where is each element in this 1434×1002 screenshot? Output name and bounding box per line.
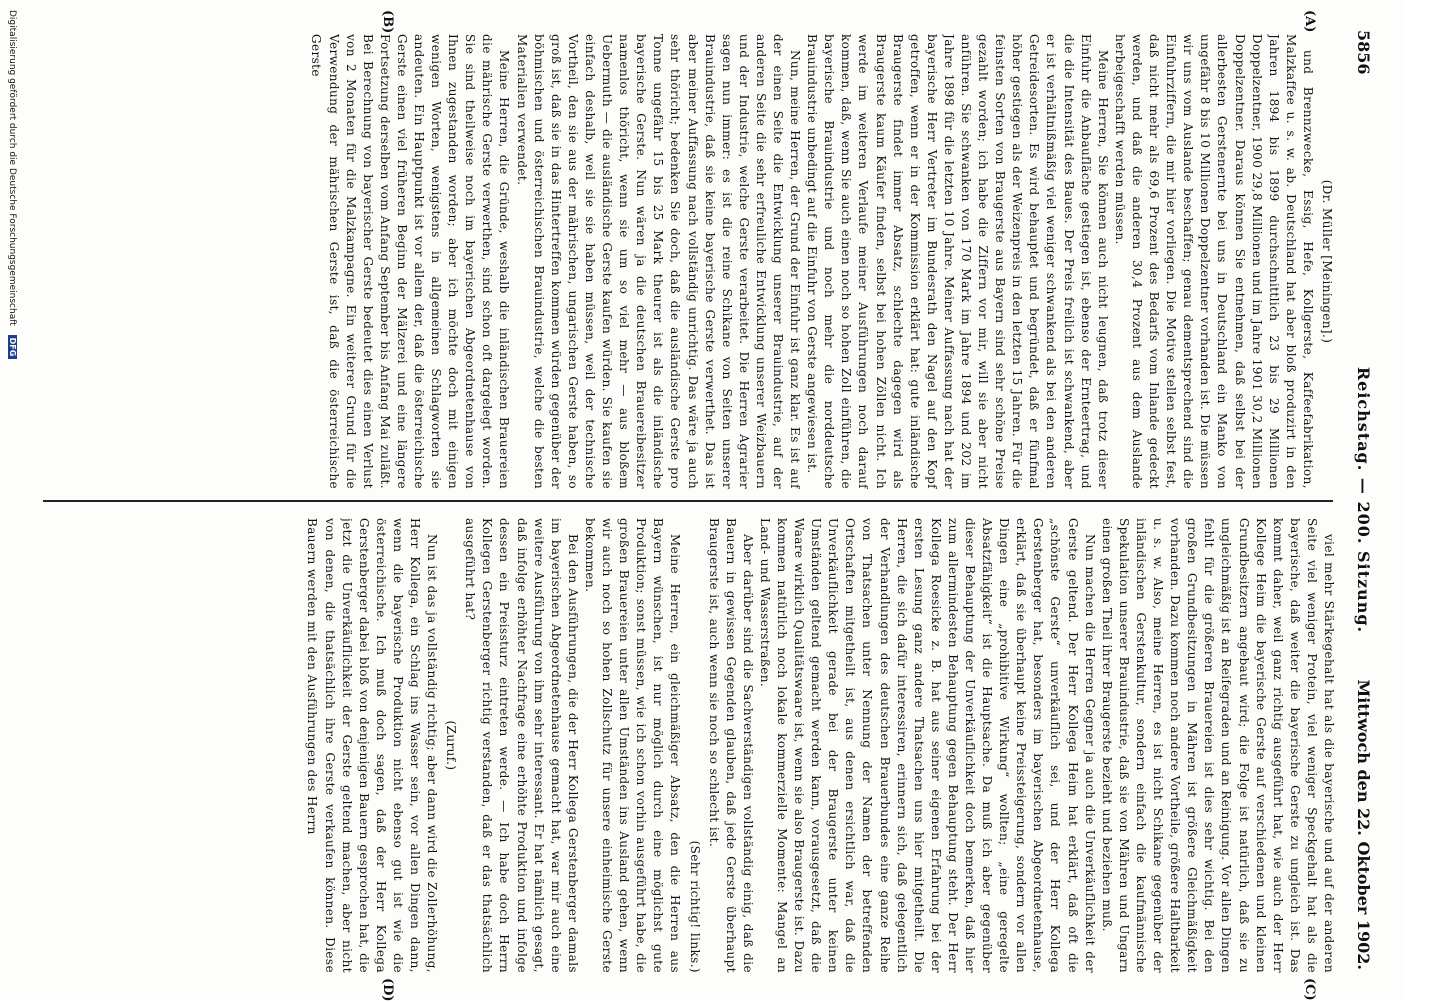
paragraph: Meine Herren, Sie können auch nicht leugnen, daß trotz dieser Einfuhr die Anbaufläche gestiegen ist, ebenso der Ernteertrag, und die die Intensität des Baues. Der Preis freilich ist schwankend, aber er ist verhältnißmäßig viel weniger schwankend als bei den anderen Getreidesorten. Es wird behauptet und begründet, daß er fünfmal höher gestiegen als der Weizenpreis in den letzten 15 Jahren. Für die feinsten Sorten von Braugerste aus Bayern sind sehr schöne Preise gezahlt worden; ich habe die Ziffern vor mir, will sie aber nicht anführen. Sie schwanken von 170 Mark im Jahre 1894 und 202 im Jahre 1898 für die letzten 10 Jahre. Meiner Auffassung nach hat der bayerische Herr Vertreter im Bundesrath den Nagel auf den Kopf getroffen, wenn er in der Kommission erklärt hat: gute inländische Braugerste findet immer Absatz, schlechte dagegen wird als Braugerste kaum Käufer finden, selbst bei hohen Zöllen nicht. Ich werde im weiteren Verlaufe meiner Ausführungen noch darauf kommen, daß, wenn Sie auch einen noch so hohen Zoll einführen, die bayerische Brauindustrie und noch mehr die norddeutsche Brauindustrie unbedingt auf die Einfuhr von Gerste angewiesen ist.	[805, 34, 1110, 489]
credit-text: Digitalisierung gefördert durch die Deutsche Forschungsgemeinschaft	[7, 10, 17, 326]
paragraph: Meine Herren, die Gründe, weshalb die inländischen Brauereien die mährische Gerste verwerthen, sind schon oft dargelegt worden. Sie sind theilweise noch im bayerischen Abgeordnetenhause von Ihnen zugestanden worden; aber ich möchte doch mit einigen wenigen Worten, wenigstens in allgemeinen Schlagworten sie andeuten. Ein Hauptpunkt ist vor allem der, daß die österreichische Gerste einen viel früheren Beginn der Mälzerei und eine längere Fortsetzung derselben vom Anfang September bis Anfang Mai zuläßt. Bei Berechnung von bayerischer Gerste bedeutet dies einen Verlust von 2 Monaten für die Malzkampagne. Ein weiterer Grund für die Verwendung der mährischen Gerste ist, daß die österreichische Gerste	[309, 34, 512, 489]
margin-marker-b: (B)	[380, 10, 395, 34]
session-date: Mittwoch den 22. Oktober 1902.	[1354, 679, 1373, 970]
left-column	[37, 34, 1337, 489]
page-title: Reichstag. — 200. Sitzung.	[1354, 366, 1373, 634]
page-header	[1345, 30, 1375, 970]
paragraph: Aber darüber sind die Sachverständigen vollständig einig, daß die Bauern in gewissen Gegenden glauben, daß jede Gerste überhaupt Braugerste ist, auch wenn sie noch so schlecht ist.	[706, 518, 755, 973]
column-divider	[43, 500, 1333, 502]
margin-marker-a: (A)	[1302, 10, 1317, 33]
margin-marker-c: (C)	[1302, 978, 1317, 1001]
dfg-logo-icon: DFG	[8, 335, 17, 360]
interjection: (Zuruf.)	[444, 720, 459, 771]
margin-marker-d: (D)	[380, 978, 395, 1002]
digitization-credit	[3, 10, 17, 990]
paragraph: Nun, meine Herren, der Grund der Einfuhr ist ganz klar. Es ist auf der einen Seite die Entwicklung unserer Brauindustrie, auf der anderen Seite die sehr erfreuliche Entwicklung unserer Weizbauern und der Industrie, welche Gerste verarbeitet. Die Herren Agrarier sagen nun immer: es ist die reine Schikane von Seiten unserer Brauindustrie, daß sie keine bayerische Gerste verwerthet. Das ist aber meiner Auffassung nach vollständig unrichtig. Das wäre ja auch sehr thöricht; bedenken Sie doch, daß die ausländische Gerste pro Tonne ungefähr 15 bis 25 Mark theurer ist als die inländische bayerische Gerste. Nun wären ja die deutschen Brauereibesitzer namenlos thöricht, wenn sie um so viel mehr — aus bloßem Uebermuth — die ausländische Gerste kaufen würden. Sie kaufen sie einfach deshalb, weil sie sie haben müssen, weil der technische Vortheil, den sie aus der mährischen, ungarischen Gerste haben, so groß ist, daß sie in das Hintertreffen kommen würden gegenüber der böhmischen und österreichischen Brauindustrie, welche die besten Materialien verwendet.	[514, 34, 803, 489]
paragraph: Nun ist das ja vollständig richtig; aber dann wird die Zollerhöhung, Herr Kollega, ein Schlag ins Wasser sein, vor allen Dingen dann, wenn die bayerische Produktion nicht ebenso gut ist wie die österreichische. Ich muß doch sagen, daß der Herr Kollega Gerstenberger dabei bloß von denjenigen Bauern gesprochen hat, die jetzt die Unverkäuflichkeit der Gerste geltend machen, aber nicht von denen, die thatsächlich ihre Gerste verkaufen können. Diese Bauern werden mit den Ausführungen des Herrn	[305, 518, 440, 973]
paragraph: viel mehr Stärkegehalt hat als die bayerische und auf der anderen Seite viel weniger Protein, viel weniger Speckgehalt hat als die bayerische, daß weiter die bayerische Gerste zu ungleich ist. Das kommt daher, weil ganz richtig ausgeführt hat, wie auch der Herr Kollege Heim die bayerische Gerste auf verschiedenen und kleinen Grundbesitzern angebaut wird; die Folge ist natürlich, daß sie zu ungleichmäßig ist an Reifegraden und an Reinigung. Vor allen Dingen fehlt für die größeren Brauereien ist dies sehr wichtig. Bei den großen Grundbesitzungen in Mähren ist größere Gleichmäßigkeit vorhanden. Dazu kommen noch andere Vortheile, größere Haltbarkeit u. s. w. Also, meine Herren, es ist nicht Schikane gegenüber der inländischen Gerstenkultur, sondern einfach die kaufmännische Spekulation unserer Brauindustrie, daß sie von Mähren und Ungarn einen großen Theil ihrer Braugerste bezieht und beziehen muß.	[1099, 518, 1336, 973]
paragraph: Meine Herren, ein gleichmäßiger Absatz, den die Herren aus Bayern wünschen, ist nur möglich durch eine möglichst gute Produktion; sonst müssen, wie ich schon vorhin ausgeführt habe, die großen Brauereien unter allen Umständen ins Ausland gehen, wenn wir auch noch so hohen Zollschutz für unsere einheimische Gerste bekommen.	[582, 518, 683, 973]
paragraph: Bei den Ausführungen, die der Herr Kollega Gerstenberger damals im bayerischen Abgeordnetenhause gemacht hat, war mir auch eine weitere Ausführung von ihm sehr interessant. Er hat nämlich gesagt, daß infolge erhöhter Nachfrage eine erhöhte Produktion und infolge dessen ein Preissturz eintreten werde. — Ich habe doch Herrn Kollegen Gerstenberger richtig verstanden, daß er das thatsächlich ausgeführt hat?	[463, 518, 580, 973]
paragraph: und Brennzwecke, Essig, Hefe, Kollgerste, Kaffeefabrikation, Malzkaffee u. s. w. ab. Deutschland hat aber bloß produzirt in den Jahren 1894 bis 1899 durchschnittlich 23 bis 29 Millionen Doppelzentner, 1900 29,8 Millionen und im Jahre 1901 30,2 Millionen Doppelzentner. Daraus können Sie entnehmen, daß selbst bei der allerbesten Gerstenernte bei uns in Deutschland ein Manko von ungefähr 8 bis 10 Millionen Doppelzentner vorhanden ist. Die müssen wir uns vom Auslande beschaffen; genau dementsprechend sind die Einfuhrziffern, die mir hier vorliegen. Die Motive stellen selbst fest, daß nicht mehr als 69,6 Prozent des Bedarfs vom Inlande gedeckt werden, und daß die anderen 30,4 Prozent aus dem Auslande herbeigeschafft werden müssen.	[1112, 34, 1315, 489]
page-number: 5856	[1354, 30, 1373, 75]
paragraph: Nun machen die Herren Gegner ja auch die Unverkäuflichkeit der Gerste geltend. Der Herr Kollega Heim hat erklärt, daß oft die „schönste Gerste“ unverkäuflich sei, und der Herr Kollega Gerstenberger hat, besonders im bayerischen Abgeordnetenhause, erklärt, daß sie überhaupt keine Preissteigerung, sondern vor allen Dingen eine „prohibitive Wirkung“ wollten; „eine geregelte Absatzfähigkeit“ ist die Hauptsache. Da muß ich aber gegenüber dieser Behauptung der Unverkäuflichkeit doch bemerken, daß hier zum allermindesten Behauptung gegen Behauptung steht. Der Herr Kollega Roesicke z. B. hat aus seiner eigenen Erfahrung bei der ersten Lesung ganz andere Thatsachen uns hier mitgetheilt. Die Herren, die sich dafür interessiren, erinnern sich, daß gelegentlich der Verhandlungen des deutschen Brauerbundes eine ganze Reihe von Thatsachen unter Nennung der Namen der betreffenden Ortschaften mitgetheilt ist, aus denen ersichtlich war, daß die Unverkäuflichkeit gerade bei der Braugerste unter keinen Umständen geltend gemacht werden kann, vorausgesetzt, daß die Waare wirklich Qualitätswaare ist, wenn sie also Braugerste ist. Dazu kommen natürlich noch lokale kommerzielle Momente: Mangel an Land- und Wasserstraßen.	[757, 518, 1097, 973]
speaker-label: (Dr. Müller [Meiningen].)	[1320, 179, 1334, 344]
right-column	[37, 518, 1337, 973]
interjection: (Sehr richtig! links.)	[687, 840, 702, 973]
